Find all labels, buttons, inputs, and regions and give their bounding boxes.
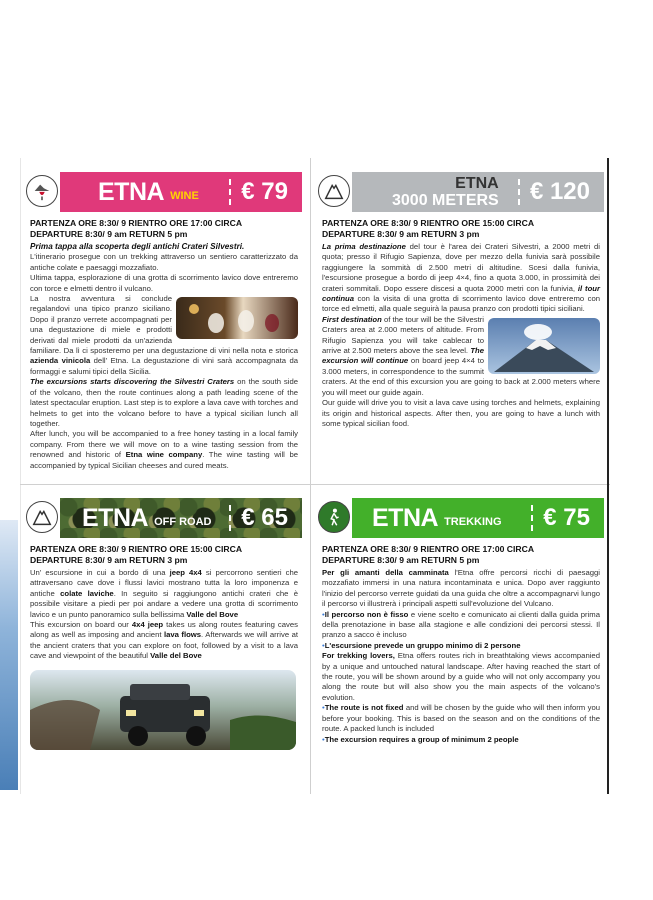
schedule-it: PARTENZA ORE 8:30/ 9 RIENTRO ORE 15:00 CIRCA	[30, 544, 243, 554]
paragraph-en: The excursions starts discovering the Silvestri Craters on the south side of the volcano, then the route continues along a path leading scene of the latest spectacular eruption. Last step is to explore a lava cave with torches and helmets to get into the volcano before to have a typical sicilian lunch all together.	[30, 377, 298, 428]
banner-etna-trekking	[316, 492, 604, 540]
paragraph-en: •The excursion requires a group of minimum 2 people	[322, 734, 519, 744]
wine-tasting-photo	[176, 297, 298, 339]
lead-text: Prima tappa alla scoperta degli antichi Crateri Silvestri.	[30, 242, 245, 251]
paragraph: Ultima tappa, esplorazione di una grotta di scorrimento lavico dove entreremo con torce e elmetti dentro il vulcano.	[30, 273, 298, 293]
paragraph: •L'escursione prevede un gruppo minimo di 2 persone	[322, 640, 521, 650]
schedule	[322, 218, 604, 240]
description	[322, 242, 600, 429]
banner-separator	[229, 505, 231, 531]
banner-subtitle: WINE	[170, 190, 199, 202]
schedule-it: PARTENZA ORE 8:30/ 9 RIENTRO ORE 17:00 CIRCA	[30, 218, 243, 228]
page-edge	[607, 158, 609, 794]
paragraph-en: First destination of the tour will be the Silvestri Craters area at 2.000 meters of altitude. From Rifugio Sapienza you will take cablecar to arrive at 2.500 meters above the sea level. The excursion will continue on board jeep 4×4 to 3.000 meters, in correspondence to the summit craters. At the end of this excursion you are going to back at 2.000 meters where you will meet our guide again.	[322, 314, 600, 397]
banner-band	[352, 498, 604, 538]
paragraph: La prima destinazione del tour è l'area dei Crateri Silvestri, a 2000 metri di quota; presso il Rifugio Sapienza, dove per mezzo della funivia sarà possibile raggiungere la sommità di 2.500 metri di altitudine. Scesi dalla funivia, l'escursione prosegue a bordo di jeep 4×4, fino a quota 3.000, in prossimità dei crateri sommitali. Dopo essere discesi a quota 2000 metri con la funivia, il tour continua con la visita di una grotta di scorrimento lavico dove entreremo con torce ed elmetti, alla quale seguirà la pausa pranzo con prodotti tipici siciliani.	[322, 242, 601, 314]
paragraph-en: For trekking lovers, Etna offers routes rich in breathtaking views accompanied by a unique and untouched natural landscape. After having reached the start of the route, you will be shown around by a guide who will not only accompany you along the route but will also show you the main aspects of the volcano's evolution.	[322, 651, 600, 702]
banner-price: € 120	[529, 178, 590, 205]
schedule	[30, 218, 302, 240]
paragraph: Per gli amanti della camminata l'Etna offre percorsi ricchi di paesaggi mozzafiato immersi in una natura incontaminata e unica. Dopo aver raggiunto l'inizio del percorso verrete guidati da una guida che oltre a accompagnarvi lungo il percorso vi illustrerà i principali aspetti sull'evoluzione del Vulcano.	[322, 568, 600, 609]
schedule-en: DEPARTURE 8:30/ 9 am RETURN 3 pm	[30, 555, 188, 565]
banner-band	[352, 172, 604, 212]
schedule-en: DEPARTURE 8:30/ 9 am RETURN 5 pm	[30, 229, 188, 239]
scan-edge-artifact	[0, 520, 18, 790]
paragraph-en: After lunch, you will be accompanied to a free honey tasting in a local family company. From there we will move on to a wine tasting session from the renowned and historic of Etna wine company. The wine tasting will be accompanied by typical Sicilian cheeses and cured meats.	[30, 429, 298, 470]
paragraph-en: •The route is not fixed and will be chosen by the guide who will then inform you before your booking. This is based on the season and on the conditions of the route. A packed lunch is included	[322, 703, 600, 734]
banner-etna-3000	[316, 166, 604, 214]
paragraph: Un' escursione in cui a bordo di una jeep 4x4 si percorrono sentieri che attraversano cave dove i flussi lavici mostrano tutta la loro imponenza e antiche colate laviche. In seguito si raggiungono antichi crateri che è possibile visitare a piedi per poi andare a vedere una grotta di scorrimento lavico e un punto panoramico sulla bellissima Valle del Bove	[30, 568, 299, 619]
schedule-en: DEPARTURE 8:30/ 9 am RETURN 5 pm	[322, 555, 480, 565]
panel-etna-off-road	[24, 492, 302, 750]
paragraph: •Il percorso non è fisso e viene scelto e comunicato ai clienti dalla guida prima della prenotazione in base alla stagione e alle condizioni dei percorsi stessi. Il pranzo a sacco è incluso	[322, 609, 600, 640]
banner-band	[60, 498, 302, 538]
banner-title: ETNA	[82, 503, 149, 532]
banner-etna-wine	[24, 166, 302, 214]
paragraph: La nostra avventura si conclude regalandovi una tipico pranzo siciliano. Dopo il pranzo verrete accompagnati per una degustazione di miele e prodotti derivati dal miele prodotti da un'azienda familiare. Da lì ci sposteremo per una degustazione di vini nella nota e storica azienda vinicola dell' Etna. La degustazione di vini sarà accompagnata da formaggi e salumi tipici della Sicilia.	[30, 294, 298, 376]
schedule-it: PARTENZA ORE 8:30/ 9 RIENTRO ORE 15:00 CIRCA	[322, 218, 535, 228]
schedule-en: DEPARTURE 8:30/ 9 am RETURN 3 pm	[322, 229, 480, 239]
vertical-fold	[310, 158, 311, 794]
panel-etna-3000-meters	[316, 166, 604, 429]
banner-separator	[531, 505, 533, 531]
panel-etna-trekking	[316, 492, 604, 745]
description	[322, 568, 600, 745]
banner-title: ETNA	[455, 175, 499, 192]
banner-separator	[518, 179, 520, 205]
jeep-photo	[30, 670, 296, 750]
schedule	[30, 544, 302, 566]
schedule-it: PARTENZA ORE 8:30/ 9 RIENTRO ORE 17:00 CIRCA	[322, 544, 535, 554]
hiker-icon	[318, 501, 350, 533]
banner-price: € 79	[241, 178, 288, 205]
banner-title: ETNA	[98, 177, 165, 206]
paragraph-en: Our guide will drive you to visit a lava cave using torches and helmets, explaining its origin and historical aspects. After then, you are going to have a lunch with some typical sicilian food.	[322, 398, 600, 428]
banner-price: € 65	[241, 504, 288, 531]
paragraph: L'itinerario prosegue con un trekking attraverso un sentiero caratterizzato da antiche colate e paesaggi mozzafiato.	[30, 252, 298, 272]
banner-subtitle: TREKKING	[444, 516, 502, 528]
banner-title: ETNA	[372, 503, 439, 532]
banner-etna-offroad	[24, 492, 302, 540]
volcano-photo	[488, 318, 600, 374]
banner-subtitle: OFF ROAD	[154, 516, 212, 528]
description	[30, 568, 298, 662]
volcano-icon	[26, 501, 58, 533]
paragraph-en: This excursion on board our 4x4 jeep takes us along routes featuring caves along as well as imposing and ancient lava flows. Afterwards we will arrive at the ancient craters that you can explore on foot, followed by a visit to a lava cave and viewpoint of the beautiful Valle del Bove	[30, 620, 298, 661]
description	[30, 242, 298, 471]
horizontal-fold	[20, 484, 610, 485]
volcano-icon	[318, 175, 350, 207]
wine-glass-icon	[26, 175, 58, 207]
panel-etna-wine	[24, 166, 302, 471]
banner-separator	[229, 179, 231, 205]
banner-band	[60, 172, 302, 212]
banner-subtitle: 3000 METERS	[392, 192, 499, 209]
banner-price: € 75	[543, 504, 590, 531]
schedule	[322, 544, 604, 566]
